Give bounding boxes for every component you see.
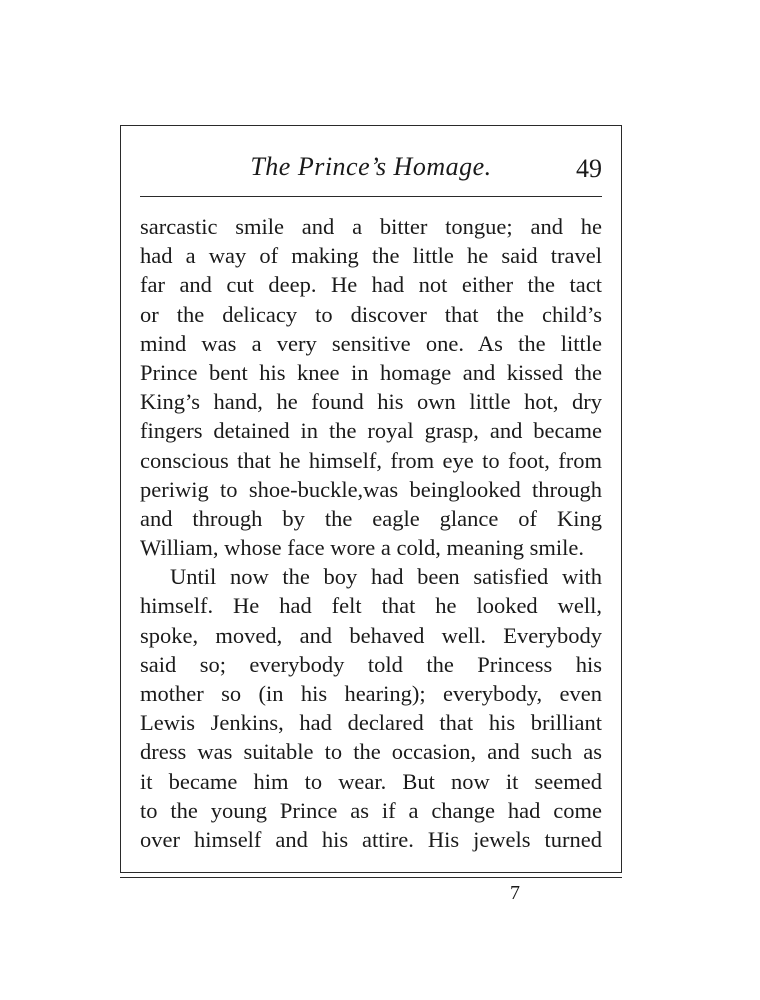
text-line: over himself and his attire. His jewels turned (140, 826, 602, 852)
page-number: 49 (576, 154, 602, 183)
text-line: mother so (in his hearing); everybody, even (140, 681, 602, 706)
text-line: fingers detained in the royal grasp, and became (140, 418, 602, 444)
frame-bottom-rule (120, 877, 622, 878)
text-line: to the young Prince as if a change had come (140, 797, 602, 823)
header-rule (140, 196, 602, 197)
running-title: The Prince’s Homage. (250, 152, 492, 181)
text-line: conscious that he himself, from eye to foot, from (140, 447, 602, 473)
signature-mark: 7 (510, 882, 520, 904)
body-text (140, 212, 602, 854)
text-line: himself. He had felt that he looked well, (140, 593, 602, 619)
text-line: dress was suitable to the occasion, and such as (140, 739, 602, 765)
text-line: periwig to shoe-buckle,was beinglooked through (140, 476, 602, 502)
text-line: it became him to wear. But now it seemed (140, 768, 602, 794)
text-line: or the delicacy to discover that the child’s (140, 301, 602, 327)
running-head (140, 152, 602, 192)
text-line: said so; everybody told the Princess his (140, 651, 602, 677)
text-line: Prince bent his knee in homage and kissed the (140, 359, 602, 385)
text-line: had a way of making the little he said travel (140, 243, 602, 269)
text-line: William, whose face wore a cold, meaning smile. (140, 535, 584, 561)
text-line: far and cut deep. He had not either the tact (140, 272, 602, 298)
text-line: Lewis Jenkins, had declared that his brilliant (140, 710, 602, 736)
text-line: Until now the boy had been satisfied with (170, 564, 602, 590)
text-line: King’s hand, he found his own little hot, dry (140, 389, 602, 415)
text-line: mind was a very sensitive one. As the little (140, 330, 602, 356)
text-line: sarcastic smile and a bitter tongue; and he (140, 214, 602, 239)
text-line: spoke, moved, and behaved well. Everybody (140, 622, 602, 648)
text-line: and through by the eagle glance of King (140, 505, 602, 531)
